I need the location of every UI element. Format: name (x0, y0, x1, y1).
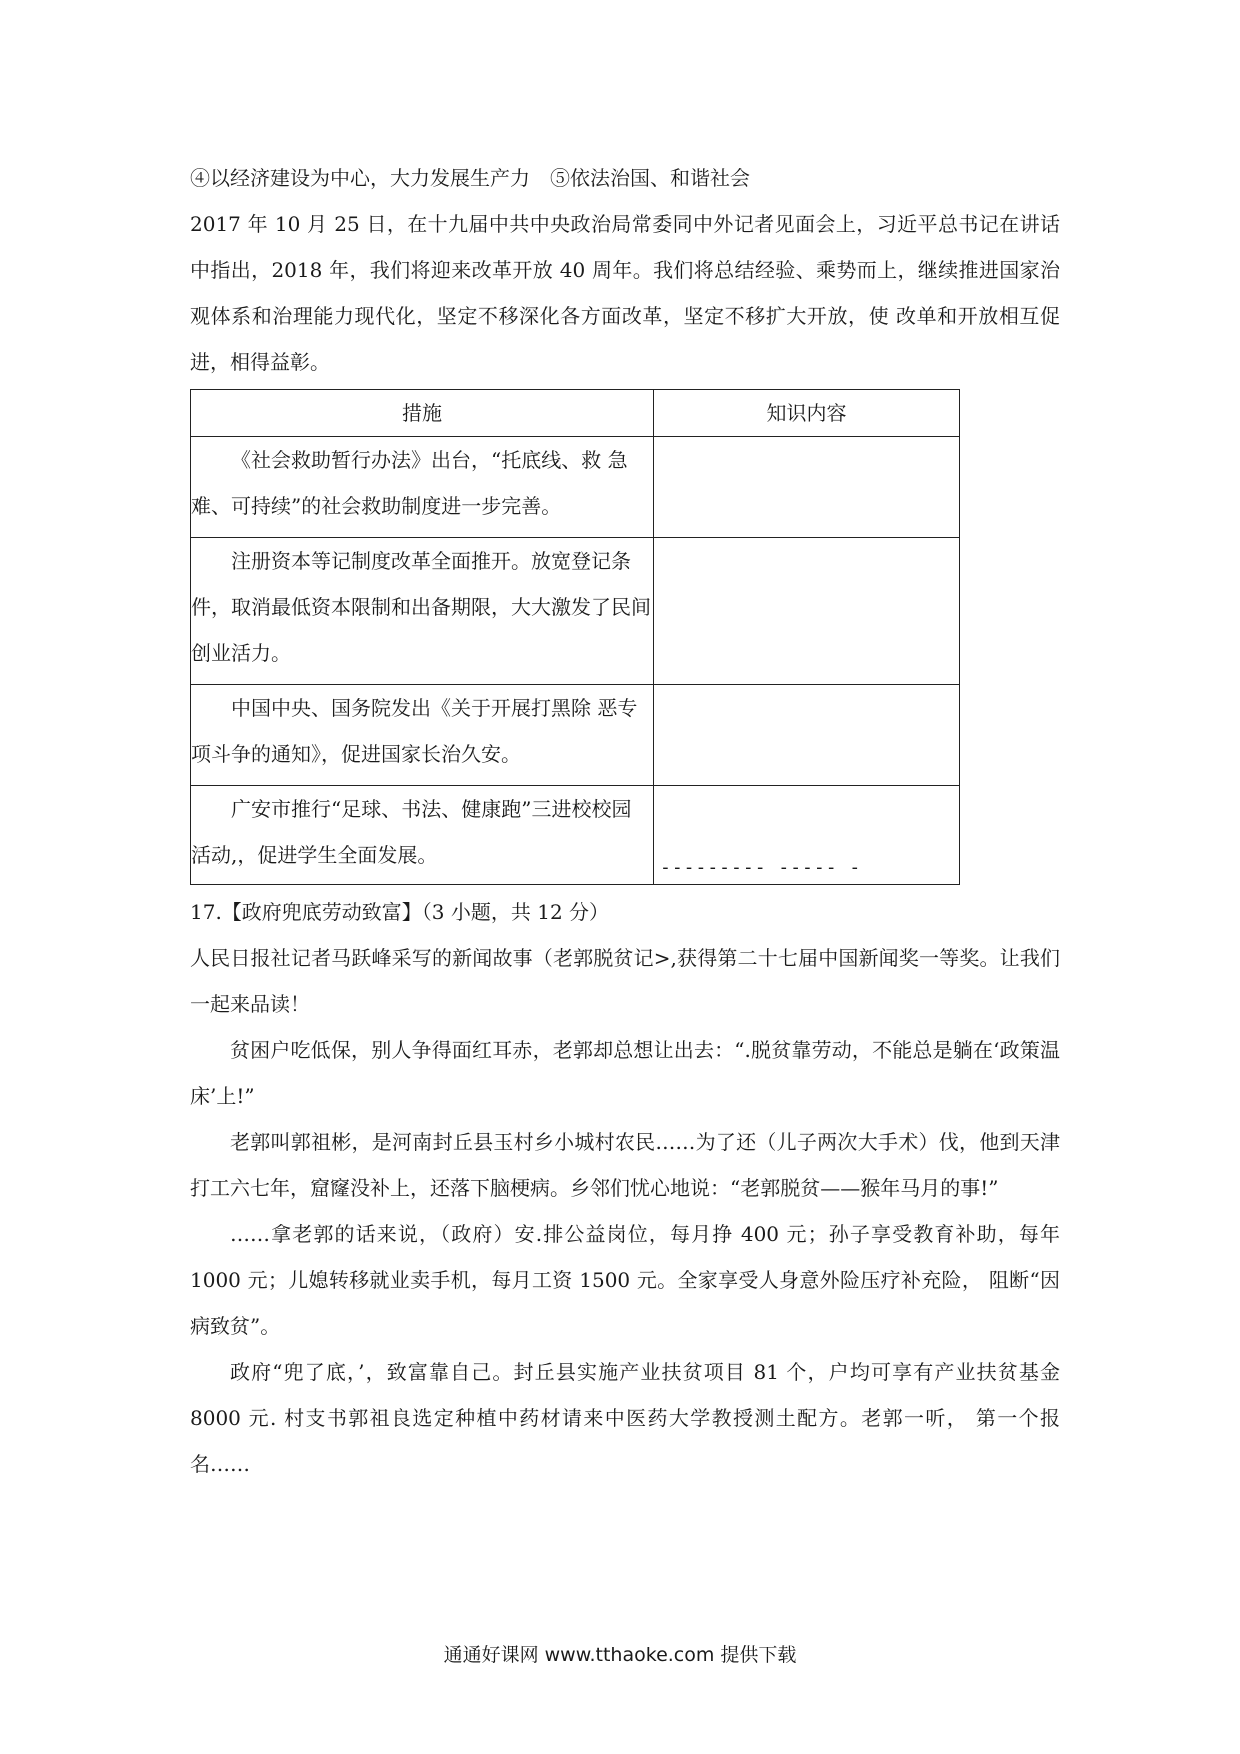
story-paragraph-1: 贫困户吃低保，别人争得面红耳赤，老郭却总想让出去：“.脱贫靠劳动，不能总是躺在‘政策温床’上!” (190, 1038, 1060, 1108)
table-row (191, 538, 960, 685)
table-row (191, 437, 960, 538)
context-paragraph: 2017 年 10 月 25 日，在十九届中共中央政治局常委同中外记者见面会上，习近平总书记在讲话中指出，2018 年，我们将迎来改革开放 40 周年。我们将总结经验、乘势而上，继续推进国家治观体系和治理能力现代化，坚定不移深化各方面改革，坚定不移扩大开放，使 改单和开放相互促进，相得益彰。 (190, 212, 1060, 374)
page-content (190, 155, 1060, 1487)
answer-cell[interactable] (654, 786, 960, 885)
header-measures: 措施 (191, 390, 654, 437)
answer-cell[interactable] (654, 685, 960, 786)
table-row (191, 786, 960, 885)
answer-dashes: --------- ----- - (660, 857, 862, 878)
measure-cell: 中国中央、国务院发出《关于开展打黑除 恶专项斗争的通知》，促进国家长治久安。 (191, 696, 638, 766)
table-header-row (191, 390, 960, 437)
story-paragraph-2: 老郭叫郭祖彬，是河南封丘县玉村乡小城村农民……为了还（儿子两次大手术）伐，他到天津打工六七年，窟窿没补上，还落下脑梗病。乡邻们忧心地说：“老郭脱贫——猴年马月的事!” (190, 1130, 1060, 1200)
measure-cell: 《社会救助暂行办法》出台，“托底线、救 急难、可持续”的社会救助制度进一步完善。 (191, 448, 628, 518)
answer-cell[interactable] (654, 437, 960, 538)
page-footer: 通通好课网 www.tthaoke.com 提供下载 (443, 1644, 797, 1666)
question-intro: 人民日报社记者马跃峰采写的新闻故事（老郭脱贫记>,获得第二十七届中国新闻奖一等奖。让我们一起来品读！ (190, 946, 1060, 1016)
story-paragraph-4: 政府“兜了底，’，致富靠自己。封丘县实施产业扶贫项目 81 个，户均可享有产业扶贫基金 8000 元. 村支书郭祖良选定种植中药材请来中医药大学教授测土配方。老郭一听， 第一个报名…… (190, 1360, 1060, 1476)
question-title: 17.【政府兜底劳动致富】（3 小题，共 12 分） (190, 900, 610, 924)
measures-table (190, 389, 960, 885)
answer-cell[interactable] (654, 538, 960, 685)
measure-cell: 注册资本等记制度改革全面推开。放宽登记条件，取消最低资本限制和出备期限，大大激发了民间创业活力。 (191, 549, 651, 665)
story-paragraph-3: ……拿老郭的话来说，（政府）安.排公益岗位，每月挣 400 元；孙子享受教育补助，每年 1000 元；儿媳转移就业卖手机，每月工资 1500 元。全家享受人身意外险压疗补充险， 阻断“因病致贫”。 (190, 1222, 1060, 1338)
header-knowledge: 知识内容 (654, 390, 960, 437)
option-line: ④以经济建设为中心，大力发展生产力 ⑤依法治国、和谐社会 (190, 166, 750, 190)
table-row (191, 685, 960, 786)
measure-cell: 广安市推行“足球、书法、健康跑”三进校校园活动,，促进学生全面发展。 (191, 797, 632, 867)
